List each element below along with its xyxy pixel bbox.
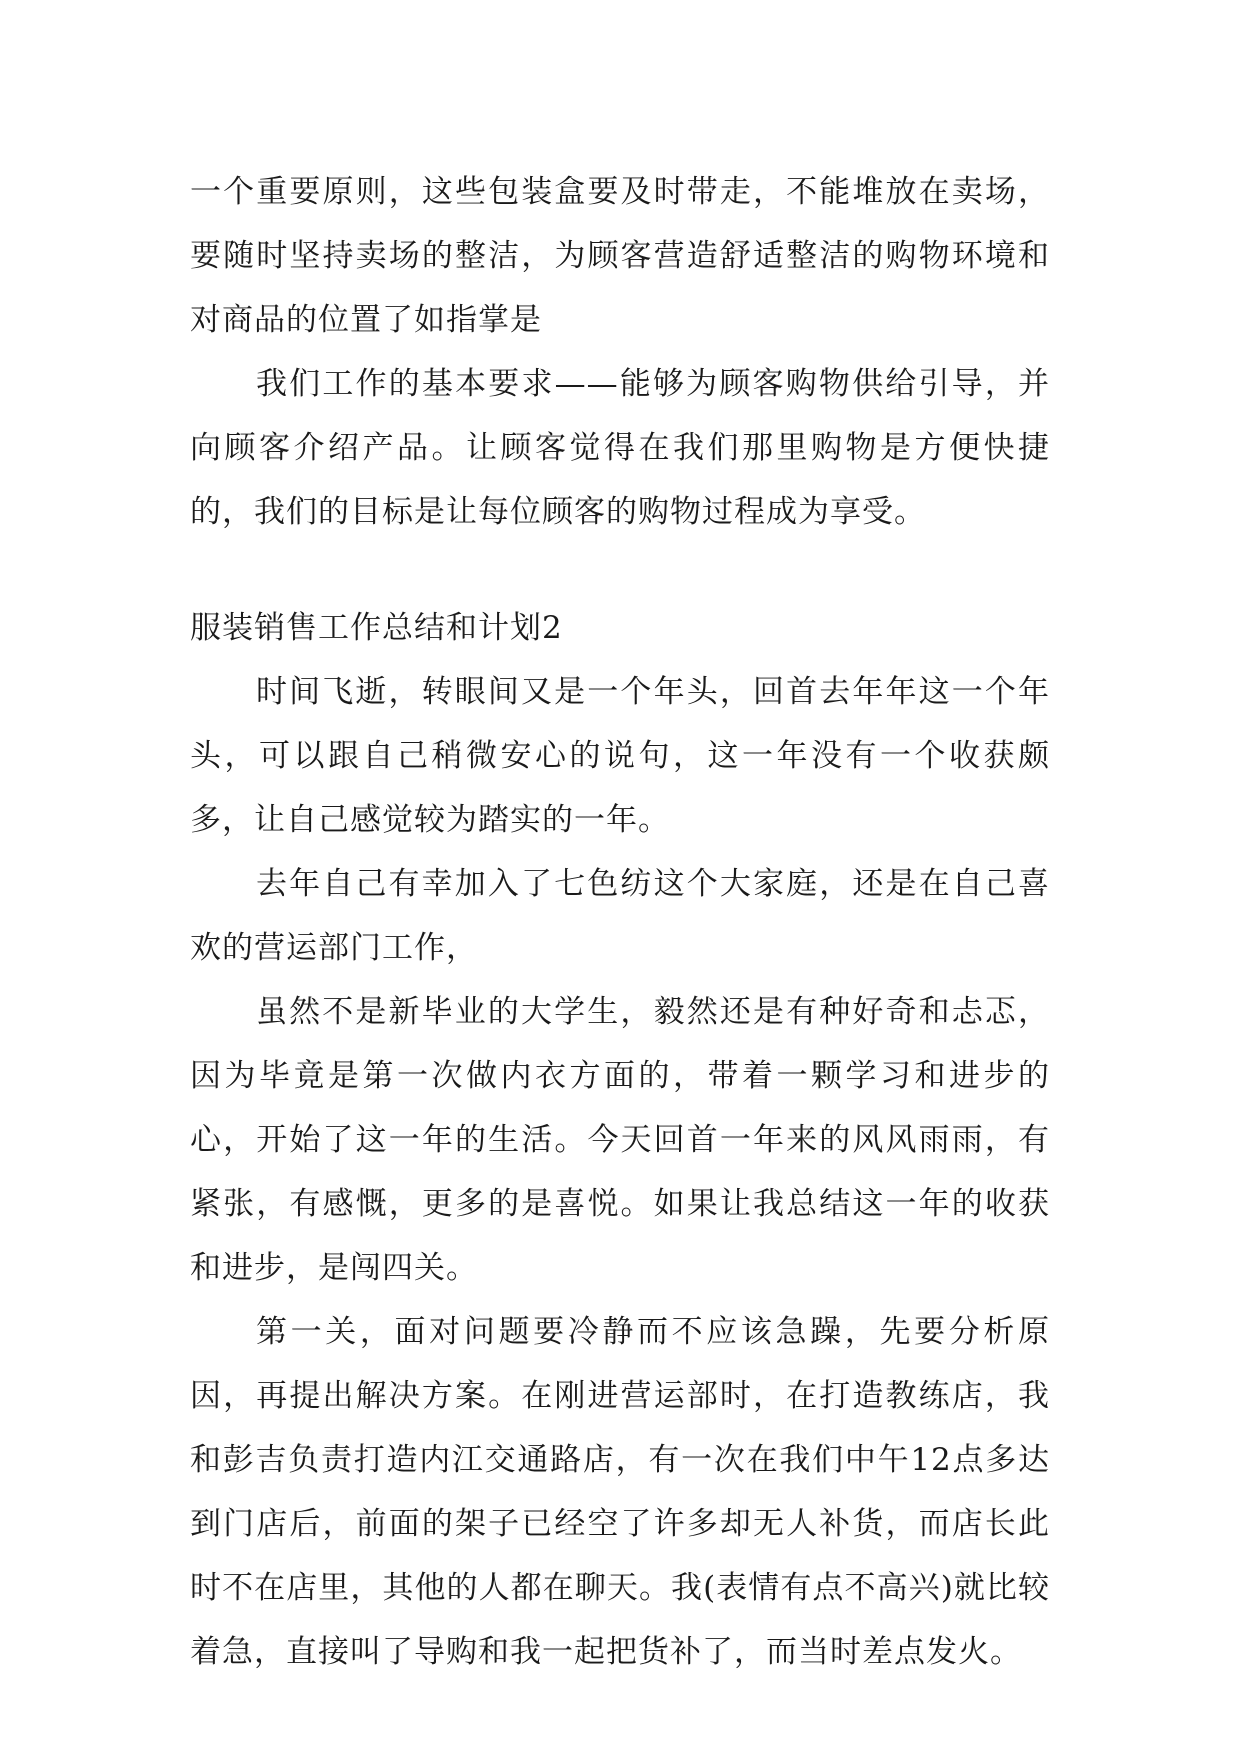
paragraph-time-flies: 时间飞逝，转眼间又是一个年头，回首去年年这一个年头，可以跟自己稍微安心的说句，这一年没有一个收获颇多，让自己感觉较为踏实的一年。 xyxy=(190,674,1050,838)
document-body xyxy=(190,160,1050,1684)
paragraph-joined-company: 去年自己有幸加入了七色纺这个大家庭，还是在自己喜欢的营运部门工作， xyxy=(190,866,1050,966)
paragraph-continued: 一个重要原则，这些包装盒要及时带走，不能堆放在卖场，要随时坚持卖场的整洁，为顾客营造舒适整洁的购物环境和对商品的位置了如指掌是 xyxy=(190,174,1050,338)
paragraph-basic-requirements: 我们工作的基本要求——能够为顾客购物供给引导，并向顾客介绍产品。让顾客觉得在我们那里购物是方便快捷的，我们的目标是让每位顾客的购物过程成为享受。 xyxy=(190,366,1050,530)
paragraph-first-pass: 第一关，面对问题要冷静而不应该急躁，先要分析原因，再提出解决方案。在刚进营运部时，在打造教练店，我和彭吉负责打造内江交通路店，有一次在我们中午12点多达到门店后，前面的架子已经空了许多却无人补货，而店长此时不在店里，其他的人都在聊天。我(表情有点不高兴)就比较着急，直接叫了导购和我一起把货补了，而当时差点发火。 xyxy=(190,1314,1050,1670)
paragraph-first-year: 虽然不是新毕业的大学生，毅然还是有种好奇和忐忑，因为毕竟是第一次做内衣方面的，带着一颗学习和进步的心，开始了这一年的生活。今天回首一年来的风风雨雨，有紧张，有感慨，更多的是喜悦。如果让我总结这一年的收获和进步，是闯四关。 xyxy=(190,994,1050,1286)
section-heading: 服装销售工作总结和计划2 xyxy=(190,610,563,646)
